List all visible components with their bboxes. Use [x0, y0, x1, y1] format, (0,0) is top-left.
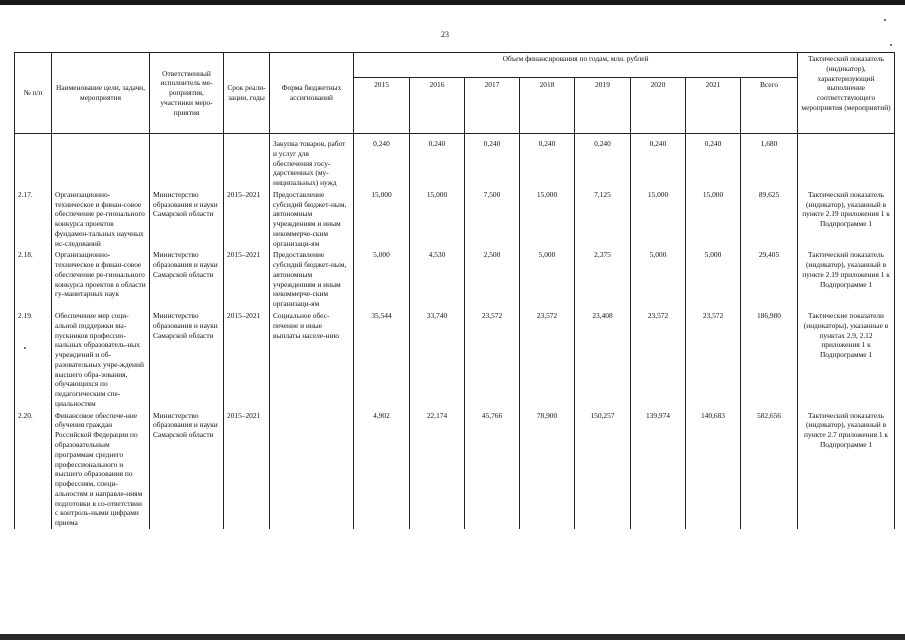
funding-table — [14, 52, 895, 529]
row-executor: Министерство образования и науки Самарской области — [150, 310, 224, 410]
row-value: 0,240 — [631, 138, 686, 189]
row-value: 78,900 — [520, 410, 575, 529]
row-term: 2015–2021 — [224, 189, 270, 250]
row-value: 5,000 — [520, 249, 575, 310]
header-year: 2017 — [465, 78, 520, 134]
table-row — [15, 310, 895, 410]
row-value: 23,572 — [686, 310, 741, 410]
header-form: Форма бюджетных ассигнований — [270, 53, 354, 134]
table-row — [15, 410, 895, 529]
row-form — [270, 410, 354, 529]
row-value: 5,000 — [631, 249, 686, 310]
row-executor — [150, 138, 224, 189]
header-year-total: Всего — [741, 78, 798, 134]
header-executor: Ответственный исполнитель ме-роприятия, участники меро-приятия — [150, 53, 224, 134]
row-name: Обеспечение мер соци-альной поддержки вы-пускников профессио-нальных образователь-ных учреждений и об-разовательных учре-ждений высшего обра-зования, обучающихся по педагогическим спе-циальностям — [52, 310, 150, 410]
page-number: 23 — [441, 30, 449, 39]
row-value: 35,544 — [354, 310, 410, 410]
row-name: Организационно-техническое и финан-совое обеспечение ре-гионального конкурса проектов фундамен-тальных научных ис-следований — [52, 189, 150, 250]
row-value: 0,240 — [686, 138, 741, 189]
table-row — [15, 249, 895, 310]
row-term: 2015–2021 — [224, 410, 270, 529]
row-value: 140,683 — [686, 410, 741, 529]
row-tactical: Тактический показатель (индикатор), указанный в пункте 2.7 приложения 1 к Подпрограмме 1 — [798, 410, 895, 529]
header-num: № п/п — [15, 53, 52, 134]
row-value: 139,974 — [631, 410, 686, 529]
row-num: 2.18. — [15, 249, 52, 310]
row-total: 89,625 — [741, 189, 798, 250]
header-term: Срок реали-зации, годы — [224, 53, 270, 134]
row-value: 4,902 — [354, 410, 410, 529]
row-value: 0,240 — [575, 138, 631, 189]
row-form: Социальное обес-печение и иные выплаты населе-нию — [270, 310, 354, 410]
row-value: 23,572 — [631, 310, 686, 410]
row-tactical: Тактические показатели (индикаторы), указанные в пунктах 2.9, 2.12 приложения 1 к Подпрограмме 1 — [798, 310, 895, 410]
row-value: 2,500 — [465, 249, 520, 310]
row-name — [52, 138, 150, 189]
row-value: 7,500 — [465, 189, 520, 250]
row-value: 15,000 — [354, 189, 410, 250]
row-value: 15,000 — [686, 189, 741, 250]
table-row — [15, 189, 895, 250]
bottom-border — [0, 634, 905, 640]
row-value: 0,240 — [520, 138, 575, 189]
header-year: 2018 — [520, 78, 575, 134]
row-term — [224, 138, 270, 189]
row-value: 15,000 — [410, 189, 465, 250]
row-value: 5,000 — [354, 249, 410, 310]
row-value: 33,740 — [410, 310, 465, 410]
row-name: Организационно-техническое и финан-совое обеспечение ре-гионального конкурса проектов в области гу-манитарных наук — [52, 249, 150, 310]
row-value: 2,375 — [575, 249, 631, 310]
table-row — [15, 138, 895, 189]
row-total: 29,405 — [741, 249, 798, 310]
header-name: Наименование цели, задачи, мероприятия — [52, 53, 150, 134]
header-year: 2015 — [354, 78, 410, 134]
scan-speck — [890, 44, 892, 46]
row-num: 2.19. — [15, 310, 52, 410]
header-year: 2021 — [686, 78, 741, 134]
row-tactical: Тактический показатель (индикатор), указанный в пункте 2.19 приложения 1 к Подпрограмме 1 — [798, 249, 895, 310]
row-value: 15,000 — [520, 189, 575, 250]
row-form: Предоставление субсидий бюджет-ным, автономным учреждениям и иным некоммерче-ским организаци-ям — [270, 249, 354, 310]
row-executor: Министерство образования и науки Самарской области — [150, 189, 224, 250]
row-value: 45,766 — [465, 410, 520, 529]
row-executor: Министерство образования и науки Самарской области — [150, 410, 224, 529]
header-year: 2020 — [631, 78, 686, 134]
scan-speck — [884, 19, 886, 21]
header-tactical: Тактический показатель (индикатор), характеризующий выполнение соответствующего мероприятия (мероприятий) — [798, 53, 895, 134]
row-value: 23,408 — [575, 310, 631, 410]
header-year: 2019 — [575, 78, 631, 134]
row-value: 23,572 — [520, 310, 575, 410]
row-term: 2015–2021 — [224, 310, 270, 410]
row-term: 2015–2021 — [224, 249, 270, 310]
row-value: 150,257 — [575, 410, 631, 529]
row-total: 582,656 — [741, 410, 798, 529]
row-value: 7,125 — [575, 189, 631, 250]
row-value: 23,572 — [465, 310, 520, 410]
row-value: 0,240 — [354, 138, 410, 189]
row-total: 186,980 — [741, 310, 798, 410]
row-value: 5,000 — [686, 249, 741, 310]
row-num: 2.17. — [15, 189, 52, 250]
row-tactical — [798, 138, 895, 189]
row-form: Предоставление субсидий бюджет-ным, автономным учреждениям и иным некоммерче-ским организаци-ям — [270, 189, 354, 250]
row-value: 15,000 — [631, 189, 686, 250]
row-total: 1,680 — [741, 138, 798, 189]
row-num — [15, 138, 52, 189]
header-year: 2016 — [410, 78, 465, 134]
header-funding: Объем финансирования по годам, млн. рублей — [354, 53, 798, 78]
row-num: 2.20. — [15, 410, 52, 529]
row-tactical: Тактический показатель (индикатор), указанный в пункте 2.19 приложения 1 к Подпрограмме 1 — [798, 189, 895, 250]
row-form: Закупка товаров, работ и услуг для обеспечения госу-дарственных (му-ниципальных) нужд — [270, 138, 354, 189]
row-value: 0,240 — [465, 138, 520, 189]
row-value: 4,530 — [410, 249, 465, 310]
row-value: 22,174 — [410, 410, 465, 529]
row-executor: Министерство образования и науки Самарской области — [150, 249, 224, 310]
top-border — [0, 0, 905, 5]
row-name: Финансовое обеспече-ние обучения граждан Российской Федерации по образовательным программам среднего профессионального и высшего образования по профессиям, специ-альностям и направле-ниям подготовки в со-ответствии с контроль-ными цифрами приема — [52, 410, 150, 529]
row-value: 0,240 — [410, 138, 465, 189]
